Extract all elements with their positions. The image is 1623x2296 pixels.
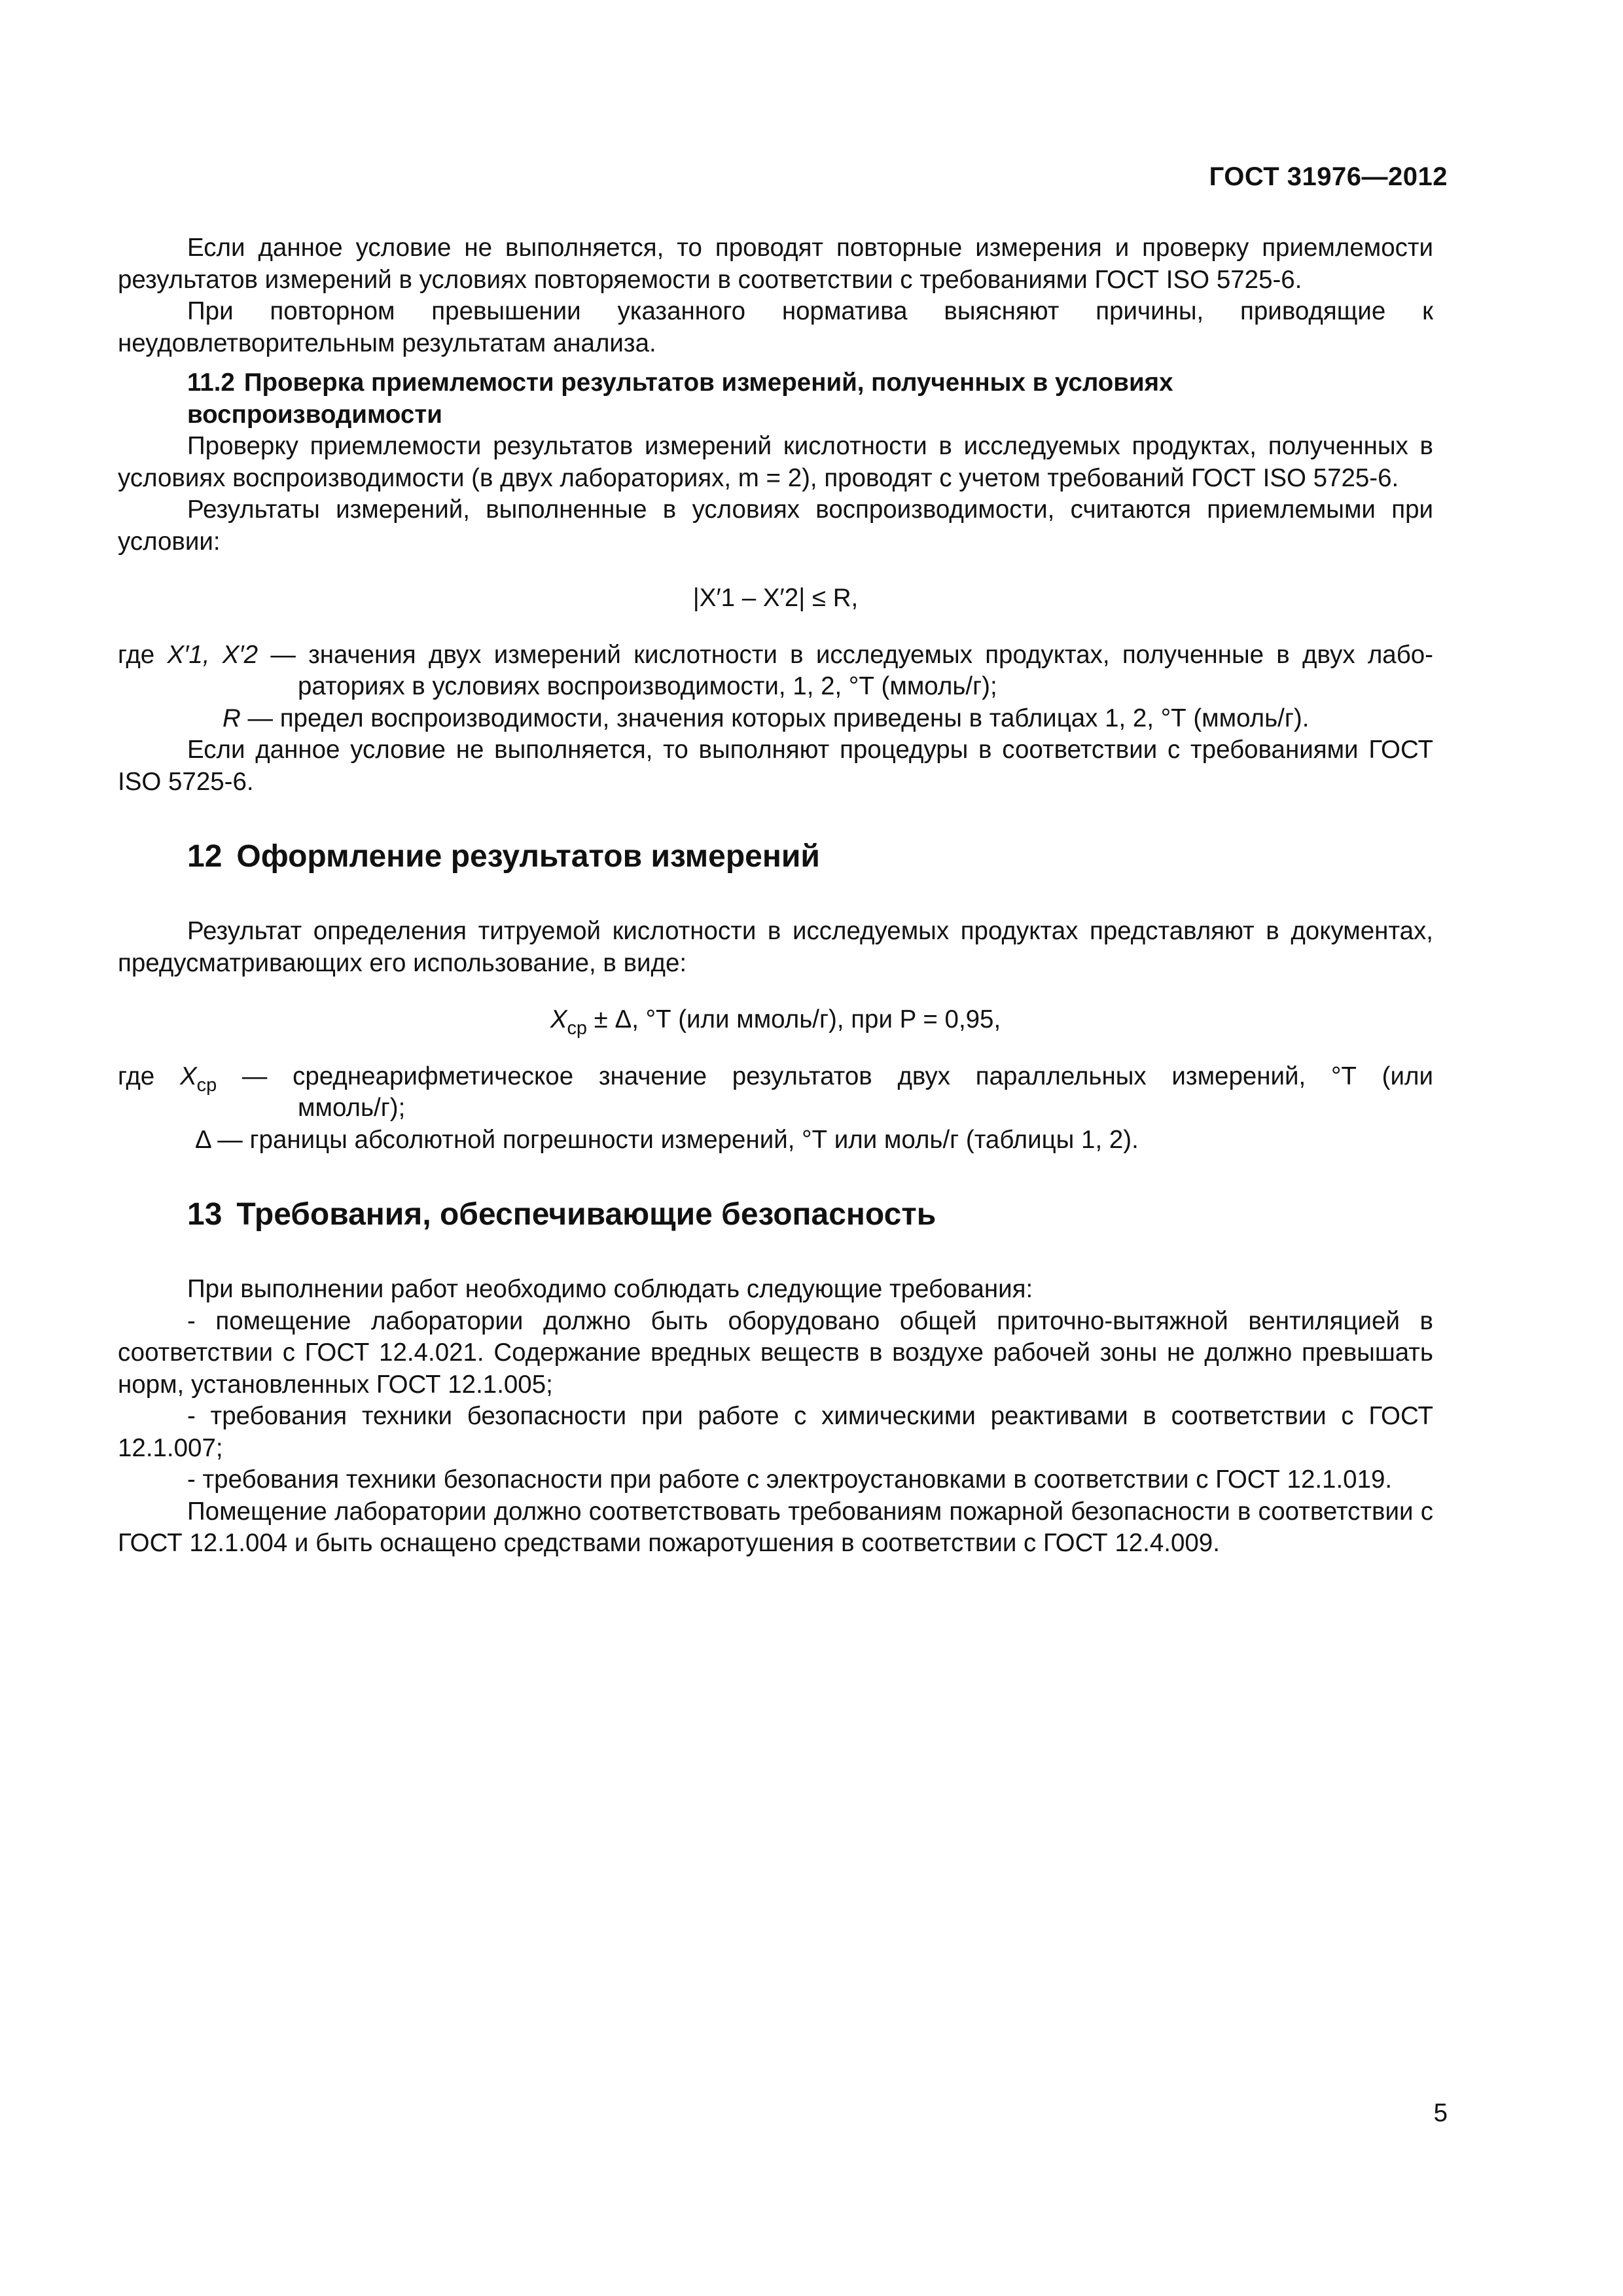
section-11-2-title-line1: Проверка приемлемости результатов измерений, полученных в условиях xyxy=(243,368,1173,397)
section-11-2-paragraph-1: Проверку приемлемости результатов измерений кислотности в исследуемых продуктах, полученных в условиях воспроизводимости (в двух лабораториях, m = 2), проводят с учетом требований ГОСТ ISO 5725-6. xyxy=(118,432,1433,492)
section-13-list-item-3: - требования техники безопасности при работе с электроустановками в соответствии с ГОСТ 12.1.019. xyxy=(187,1465,1393,1494)
section-11-2-paragraph-2: Результаты измерений, выполненные в условиях воспроизводимости, считаются приемлемыми при условии: xyxy=(118,495,1433,556)
section-12-heading xyxy=(187,837,1433,876)
section-12-title: Оформление результатов измерений xyxy=(236,839,820,874)
where-variable-r: R xyxy=(223,704,241,732)
where-definition-xcp-b: ммоль/г); xyxy=(298,1094,406,1122)
page-number: 5 xyxy=(1433,2099,1448,2127)
section-13-paragraph-1: При выполнении работ необходимо соблюдать следующие требования: xyxy=(187,1275,1033,1303)
section-13-number: 13 xyxy=(187,1197,223,1232)
where-definition-delta: Δ — границы абсолютной погрешности измерений, °Т или моль/г (таблицы 1, 2). xyxy=(195,1125,1139,1154)
formula-definitions-1 xyxy=(118,639,1433,735)
section-12-number: 12 xyxy=(187,839,223,874)
section-11-2-heading xyxy=(187,367,1433,431)
result-formula-text: °Т (или ммоль/г), при P = 0,95, xyxy=(645,1005,1001,1033)
formula-definitions-2: где $X_{ср}$ — среднеарифметическое значение результатов двух параллельных измерений, °Т (или ммоль/г); Δ — границы абсолютной погрешности измерений, °Т или моль/г (таблицы 1, 2). xyxy=(118,1061,1433,1157)
where-definition-1b: раториях в условиях воспроизводимости, 1, 2, °Т (ммоль/г); xyxy=(298,672,997,700)
section-13-heading xyxy=(187,1195,1433,1234)
where-definition-xcp-a: — среднеарифметическое значение результатов двух параллельных измерений, °Т (или xyxy=(241,1062,1433,1090)
section-13-paragraph-2: Помещение лаборатории должно соответствовать требованиям пожарной безопасности в соответствии с ГОСТ 12.1.004 и быть оснащено средствами пожаротушения в соответствии с ГОСТ 12.4.009. xyxy=(118,1497,1433,1557)
where-definition-2: — предел воспроизводимости, значения которых приведены в таблицах 1, 2, °Т (ммоль/г). xyxy=(247,704,1310,732)
where-definition-1a: — значения двух измерений кислотности в исследуемых продуктах, полученные в двух лабо- xyxy=(270,640,1433,669)
section-11-2-number: 11.2 xyxy=(187,368,235,397)
section-11-2-paragraph-3: Если данное условие не выполняется, то выполняют процедуры в соответствии с требованиями ГОСТ ISO 5725-6. xyxy=(118,736,1433,796)
section-11-2-title-line2: воспроизводимости xyxy=(187,400,442,429)
section-13-list-item-1: - помещение лаборатории должно быть оборудовано общей приточно-вытяжной вентиляцией в соответствии с ГОСТ 12.4.021. Содержание вредных веществ в воздухе рабочей зоны не должно превышать норм, установленных ГОСТ 12.1.005; xyxy=(118,1306,1433,1399)
where-variables: X′1, X′2 xyxy=(167,640,259,669)
section-12-paragraph-1: Результат определения титруемой кислотности в исследуемых продуктах представляют в документах, предусматривающих его использование, в виде: xyxy=(118,917,1433,977)
result-formula: $X_{ср} \pm \Delta$, °Т (или ммоль/г), при P = 0,95, xyxy=(550,1005,1001,1039)
intro-paragraph-1: Если данное условие не выполняется, то проводят повторные измерения и проверку приемлемости результатов измерений в условиях повторяемости в соответствии с требованиями ГОСТ ISO 5725-6. xyxy=(118,234,1433,294)
reproducibility-formula-text: |X′1 – X′2| ≤ R, xyxy=(692,584,859,612)
standard-code-header: ГОСТ 31976—2012 xyxy=(1209,162,1448,191)
page-content xyxy=(118,232,1433,1560)
intro-paragraph-2: При повторном превышении указанного норматива выясняют причины, приводящие к неудовлетворительным результатам анализа. xyxy=(118,297,1433,357)
reproducibility-formula xyxy=(118,583,1433,615)
section-13-title: Требования, обеспечивающие безопасность xyxy=(236,1197,936,1232)
where-prefix: где xyxy=(118,640,155,669)
where-prefix-2: где xyxy=(118,1062,155,1090)
section-13-list-item-2: - требования техники безопасности при работе с химическими реактивами в соответствии с ГОСТ 12.1.007; xyxy=(118,1402,1433,1462)
